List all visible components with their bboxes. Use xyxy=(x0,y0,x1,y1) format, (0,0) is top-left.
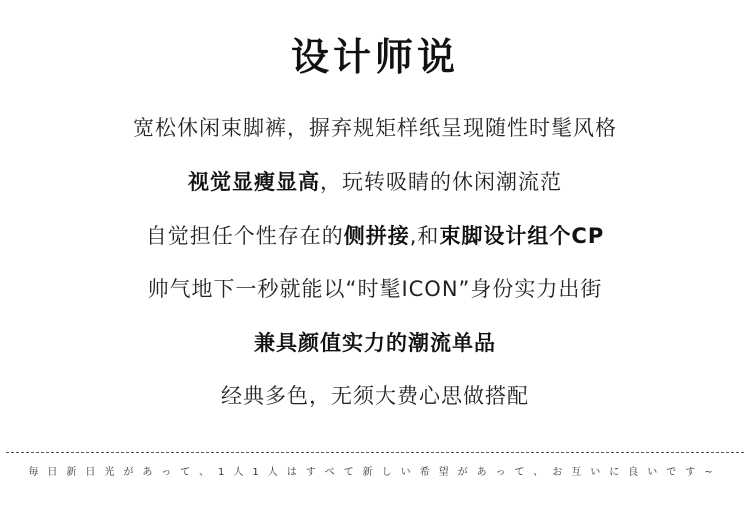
description-line-2 xyxy=(0,166,750,196)
line-2-text: ，玩转吸睛的休闲潮流范 xyxy=(320,170,562,194)
page-title: 设计师说 xyxy=(290,35,459,79)
footer-tagline: 毎日新日光があって、1人1人はすべて新しい希望があって、お互いに良いです~ xyxy=(28,467,722,478)
description-line-3 xyxy=(0,220,750,250)
line-5-highlight: 兼具颜值实力的潮流单品 xyxy=(254,331,496,355)
line-1-text: 宽松休闲束脚裤，摒弃规矩样纸呈现随性时髦风格 xyxy=(133,116,617,140)
line-3-text-a: 自觉担任个性存在的 xyxy=(145,224,344,248)
line-4-text: 帅气地下一秒就能以“时髦ICON”身份实力出街 xyxy=(147,277,603,301)
description-line-6 xyxy=(0,380,750,410)
line-3-highlight-b: 束脚设计组个CP xyxy=(439,224,605,248)
description-line-5 xyxy=(0,327,750,357)
line-2-highlight: 视觉显瘦显高 xyxy=(188,170,320,194)
dashed-divider xyxy=(6,452,744,453)
description-line-1 xyxy=(0,112,750,142)
line-3-highlight-a: 侧拼接 xyxy=(343,224,410,248)
description-line-4 xyxy=(0,273,750,303)
line-6-text: 经典多色，无须大费心思做搭配 xyxy=(221,384,529,408)
line-3-text-b: ,和 xyxy=(409,224,440,248)
